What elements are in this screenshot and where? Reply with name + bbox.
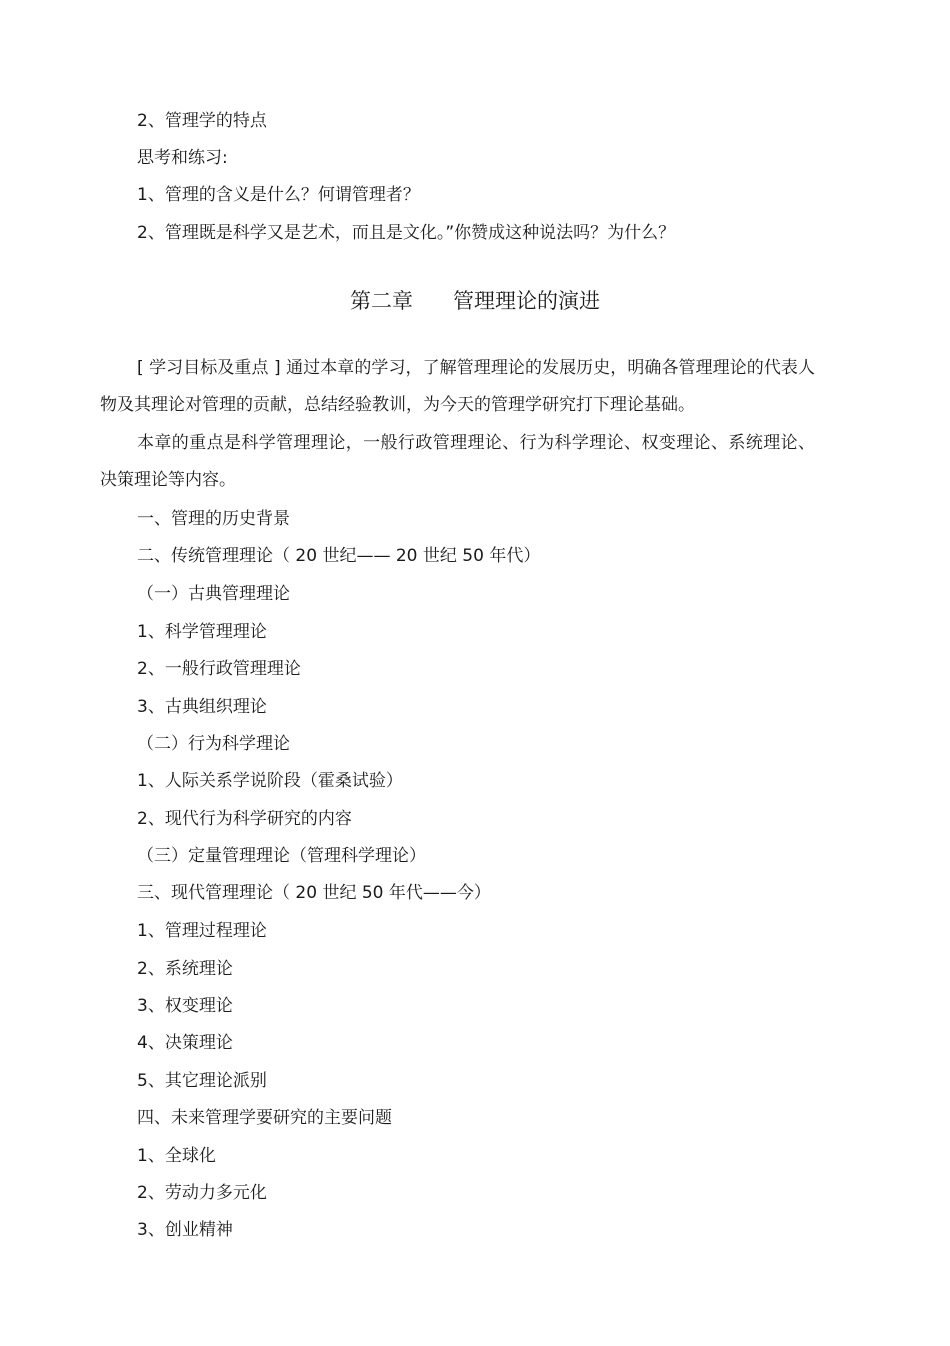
- outline-item: 3、古典组织理论: [137, 697, 267, 717]
- outline-item: 四、未来管理学要研究的主要问题: [137, 1108, 392, 1128]
- outline-item: 1、科学管理理论: [137, 622, 267, 642]
- outline-item: 1、管理过程理论: [137, 921, 267, 941]
- outline-item: 3、权变理论: [137, 996, 233, 1016]
- exercises-heading: 思考和练习:: [137, 148, 228, 168]
- outline-item: 3、创业精神: [137, 1220, 233, 1240]
- outline-item: 三、现代管理理论（ 20 世纪 50 年代——今）: [137, 883, 491, 903]
- outline-item: 一、管理的历史背景: [137, 509, 290, 529]
- outline-item: 1、全球化: [137, 1146, 216, 1166]
- outline-item: 5、其它理论派别: [137, 1071, 267, 1091]
- outline-item: 2、劳动力多元化: [137, 1183, 267, 1203]
- outline-item: 2、一般行政管理理论: [137, 659, 301, 679]
- outline-item: 4、决策理论: [137, 1033, 233, 1053]
- outline-item: （三）定量管理理论（管理科学理论）: [137, 846, 426, 866]
- outline-item: （二）行为科学理论: [137, 734, 290, 754]
- outline-item: 2、系统理论: [137, 959, 233, 979]
- chapter-title: 第二章 管理理论的演进: [349, 289, 601, 313]
- learning-objectives-paragraph: [ 学习目标及重点 ] 通过本章的学习，了解管理理论的发展历史，明确各管理理论的代表人物及其理论对管理的贡献，总结经验教训，为今天的管理学研究打下理论基础。: [100, 358, 815, 415]
- outline-item: 2、现代行为科学研究的内容: [137, 809, 352, 829]
- section-item-characteristics: 2、管理学的特点: [137, 111, 267, 131]
- chapter-focus-paragraph: 本章的重点是科学管理理论，一般行政管理理论、行为科学理论、权变理论、系统理论、决策理论等内容。: [100, 433, 815, 490]
- exercise-question-2: 2、管理既是科学又是艺术，而且是文化。”你赞成这种说法吗？为什么？: [137, 223, 676, 243]
- outline-item: （一）古典管理理论: [137, 584, 290, 604]
- outline-item: 1、人际关系学说阶段（霍桑试验）: [137, 771, 403, 791]
- exercise-question-1: 1、管理的含义是什么？何谓管理者？: [137, 185, 420, 205]
- outline-item: 二、传统管理理论（ 20 世纪—— 20 世纪 50 年代）: [137, 546, 541, 566]
